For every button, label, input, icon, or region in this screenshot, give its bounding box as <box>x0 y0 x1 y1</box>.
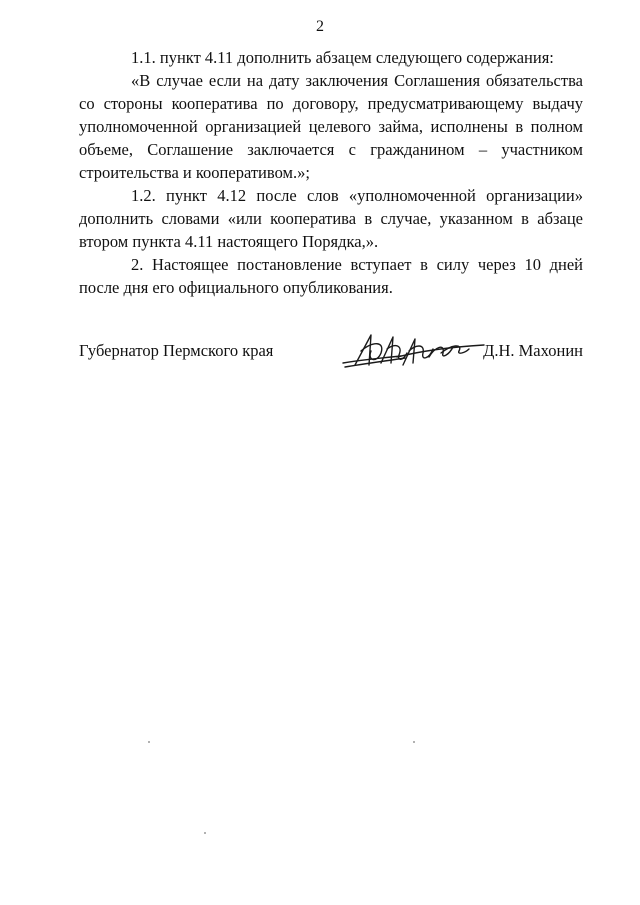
paragraph-1-1-quote: «В случае если на дату заключения Соглашения обязательства со стороны кооператива по договору, предусматривающему выдачу уполномоченной организацией целевого займа, исполнены в полном объеме, Соглашение заключается с гражданином – участником строительства и кооперативом.»; <box>79 71 583 182</box>
signatory-name: Д.Н. Махонин <box>483 341 583 360</box>
handwritten-signature <box>341 327 486 373</box>
paragraph-1-1: 1.1. пункт 4.11 дополнить абзацем следующего содержания: <box>131 48 554 67</box>
scan-speck <box>148 741 150 743</box>
scan-speck <box>204 832 206 834</box>
signature-block <box>79 327 583 377</box>
paragraph-2: 2. Настоящее постановление вступает в силу через 10 дней после дня его официального опубликования. <box>79 255 583 297</box>
paragraph-1-2: 1.2. пункт 4.12 после слов «уполномоченной организации» дополнить словами «или кооператива в случае, указанном в абзаце втором пункта 4.11 настоящего Порядка,». <box>79 186 583 251</box>
page-number: 2 <box>316 18 324 35</box>
scan-speck <box>413 741 415 743</box>
signatory-title: Губернатор Пермского края <box>79 341 274 360</box>
document-body <box>79 46 583 299</box>
